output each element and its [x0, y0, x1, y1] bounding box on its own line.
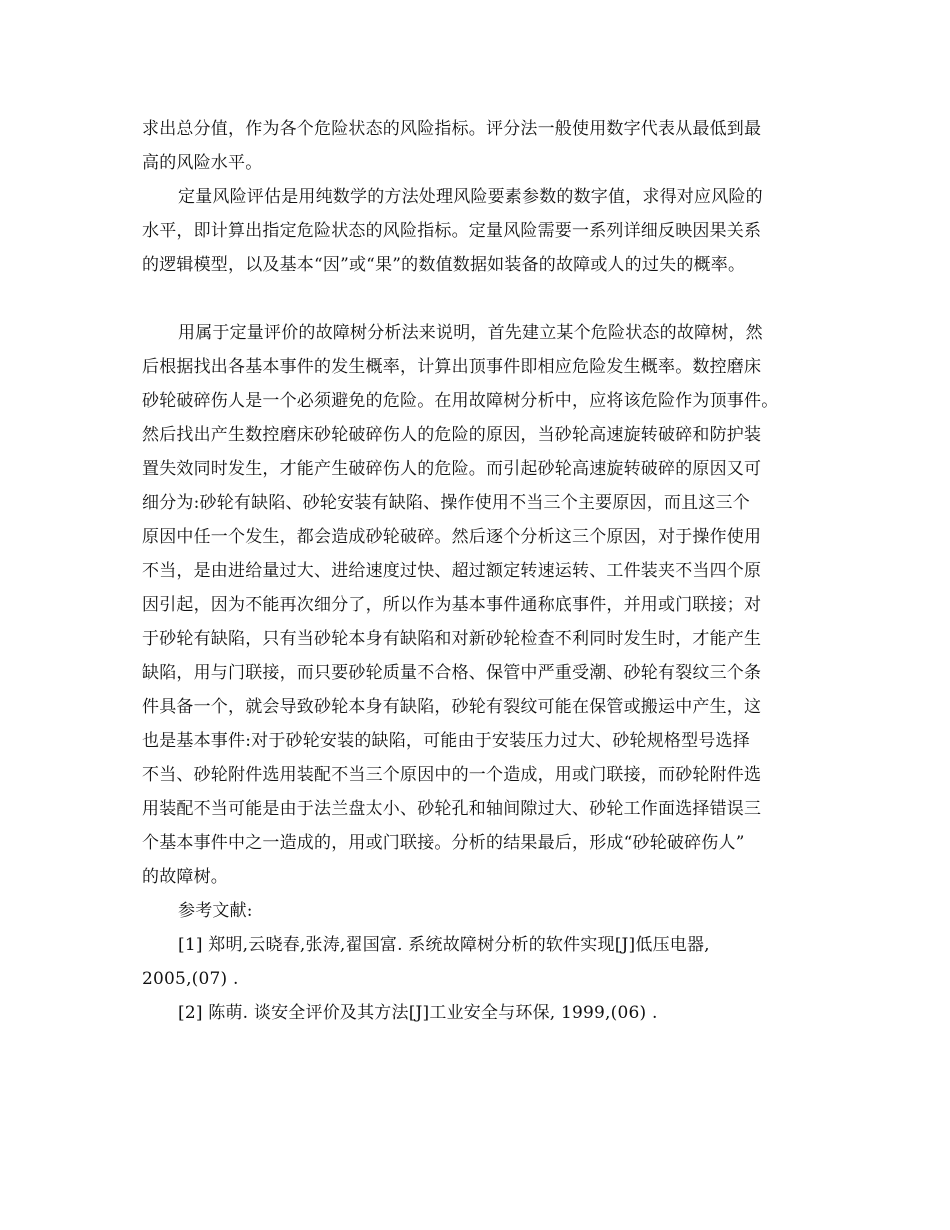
text-line: 因引起，因为不能再次细分了，所以作为基本事件通称底事件，并用或门联接；对 [142, 595, 762, 615]
paragraph-start-line: 定量风险评估是用纯数学的方法处理风险要素参数的数字值，求得对应风险的 [178, 187, 763, 207]
text-line: 高的风险水平。 [142, 153, 263, 173]
text-line: 求出总分值，作为各个危险状态的风险指标。评分法一般使用数字代表从最低到最 [142, 119, 762, 139]
text-line: 用装配不当可能是由于法兰盘太小、砂轮孔和轴间隙过大、砂轮工作面选择错误三 [142, 799, 762, 819]
text-line: 水平，即计算出指定危险状态的风险指标。定量风险需要一系列详细反映因果关系 [142, 221, 762, 241]
reference-item: [2] 陈萌. 谈安全评价及其方法[J]工业安全与环保, 1999,(06) . [178, 1003, 658, 1023]
text-line: 缺陷，用与门联接，而只要砂轮质量不合格、保管中严重受潮、砂轮有裂纹三个条 [142, 663, 762, 683]
text-line: 的逻辑模型，以及基本“因”或“果”的数值数据如装备的故障或人的过失的概率。 [142, 255, 746, 275]
references-heading: 参考文献: [178, 901, 253, 921]
text-line: 然后找出产生数控磨床砂轮破碎伤人的危险的原因，当砂轮高速旋转破碎和防护装 [142, 425, 762, 445]
paragraph-start-line: 用属于定量评价的故障树分析法来说明，首先建立某个危险状态的故障树，然 [178, 323, 763, 343]
text-line: 不当、砂轮附件选用装配不当三个原因中的一个造成，用或门联接，而砂轮附件选 [142, 765, 762, 785]
text-line: 置失效同时发生，才能产生破碎伤人的危险。而引起砂轮高速旋转破碎的原因又可 [142, 459, 762, 479]
reference-item-continuation: 2005,(07) . [142, 969, 239, 989]
text-line: 的故障树。 [142, 867, 228, 887]
text-line: 于砂轮有缺陷，只有当砂轮本身有缺陷和对新砂轮检查不利同时发生时，才能产生 [142, 629, 762, 649]
paragraph-gap [142, 282, 808, 316]
text-line: 个基本事件中之一造成的，用或门联接。分析的结果最后，形成“砂轮破碎伤人” [142, 833, 745, 853]
reference-item: [1] 郑明,云晓春,张涛,翟国富. 系统故障树分析的软件实现[J]低压电器, [178, 935, 710, 955]
text-line: 不当，是由进给量过大、进给速度过快、超过额定转速运转、工件装夹不当四个原 [142, 561, 762, 581]
text-line: 也是基本事件:对于砂轮安装的缺陷，可能由于安装压力过大、砂轮规格型号选择 [142, 731, 750, 751]
text-line: 细分为:砂轮有缺陷、砂轮安装有缺陷、操作使用不当三个主要原因，而且这三个 [142, 493, 750, 513]
text-line: 原因中任一个发生，都会造成砂轮破碎。然后逐个分析这三个原因，对于操作使用 [142, 527, 762, 547]
text-line: 后根据找出各基本事件的发生概率，计算出顶事件即相应危险发生概率。数控磨床 [142, 357, 762, 377]
text-line: 砂轮破碎伤人是一个必须避免的危险。在用故障树分析中，应将该危险作为顶事件。 [142, 391, 779, 411]
text-line: 件具备一个，就会导致砂轮本身有缺陷，砂轮有裂纹可能在保管或搬运中产生，这 [142, 697, 762, 717]
document-page [142, 112, 808, 1030]
